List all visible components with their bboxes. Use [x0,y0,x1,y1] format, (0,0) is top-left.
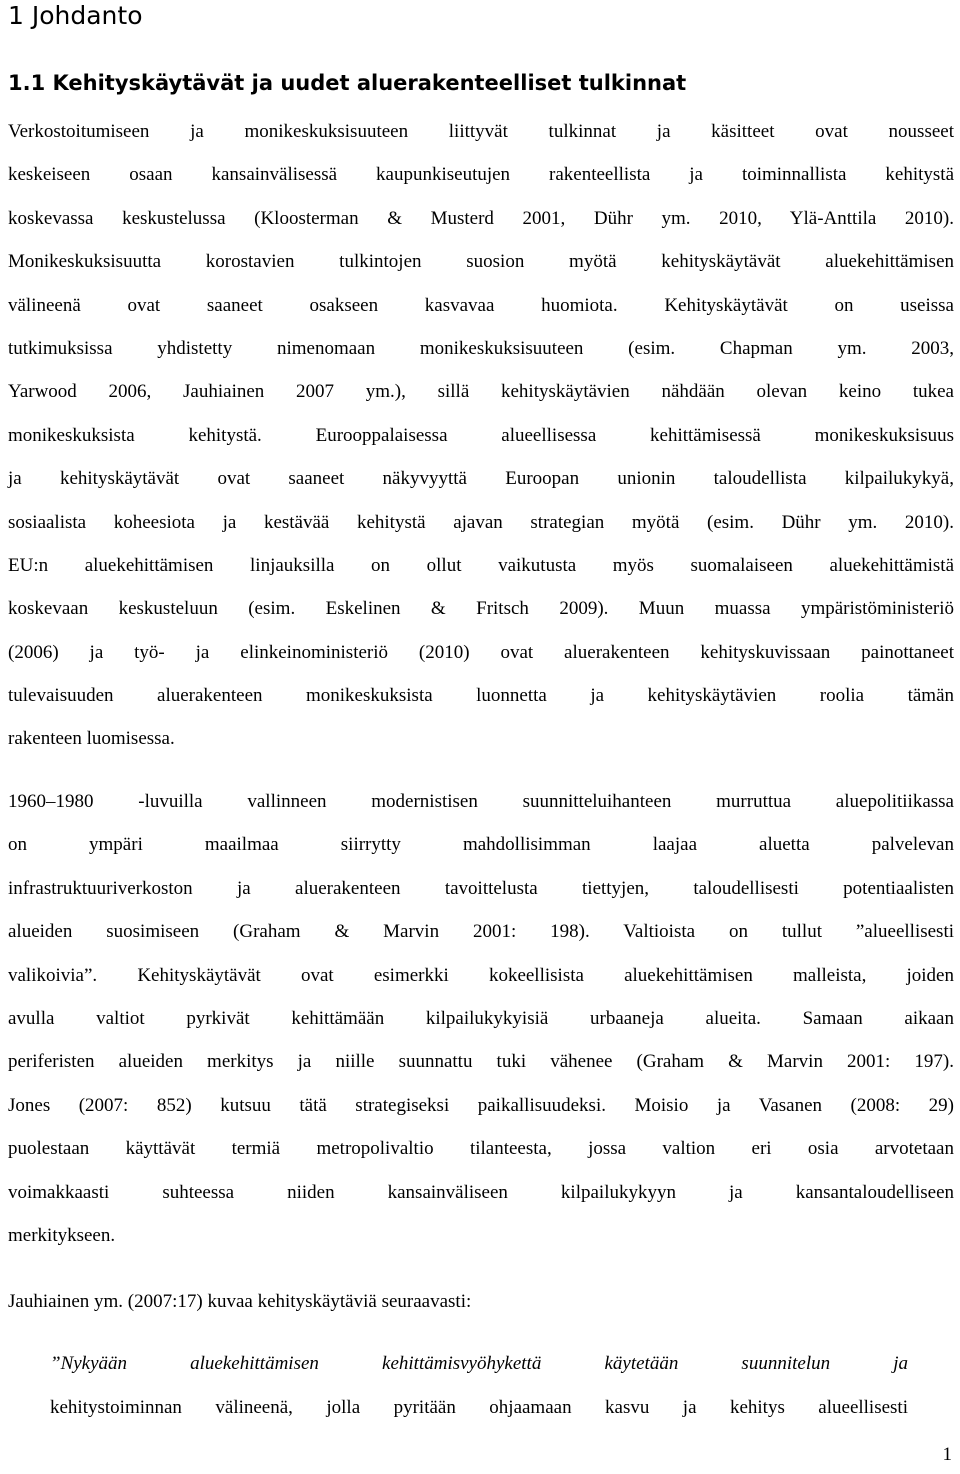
text-line: Verkostoitumiseen ja monikeskuksisuuteen liittyvät tulkinnat ja käsitteet ovat nousseet [8,121,954,142]
text-line: sosiaalista koheesiota ja kestävää kehitystä ajavan strategian myötä (esim. Dühr ym. 2010). [8,511,954,533]
text-line: valikoivia”. Kehityskäytävät ovat esimerkki kokeellisista aluekehittämisen malleista, joiden [8,964,954,986]
text-line: alueiden suosimiseen (Graham & Marvin 2001: 198). Valtioista on tullut ”alueellisesti [8,921,954,943]
block-quote [50,1342,908,1430]
text-line: tulevaisuuden aluerakenteen monikeskuksista luonnetta ja kehityskäytävien roolia tämän [8,685,954,707]
text-line: Jones (2007: 852) kutsuu tätä strategiseksi paikallisuudeksi. Moisio ja Vasanen (2008: 29) [8,1094,954,1116]
text-line: monikeskuksista kehitystä. Eurooppalaisessa alueellisessa kehittämisessä monikeskuksisuus [8,424,954,446]
text-line: infrastruktuuriverkoston ja aluerakenteen tavoittelusta tiettyjen, taloudellisesti potentiaalisten [8,877,954,899]
text-line: Monikeskuksisuutta korostavien tulkintojen suosion myötä kehityskäytävät aluekehittämisen [8,251,954,273]
page-number: 1 [942,1444,952,1465]
text-line: on ympäri maailmaa siirrytty mahdollisimman laajaa aluetta palvelevan [8,834,954,856]
text-line: avulla valtiot pyrkivät kehittämään kilpailukykyisiä urbaaneja alueita. Samaan aikaan [8,1007,954,1029]
text-line: ja kehityskäytävät ovat saaneet näkyvyyttä Euroopan unionin taloudellista kilpailukykyä, [8,468,954,490]
quote-line: kehitystoiminnan välineenä, jolla pyritään ohjaamaan kasvu ja kehitys alueellisesti [50,1397,908,1418]
text-line: keskeiseen osaan kansainvälisessä kaupunkiseutujen rakenteellista ja toiminnallista kehitystä [8,164,954,186]
section-heading: 1.1 Kehityskäytävät ja uudet aluerakenteelliset tulkinnat [8,71,687,95]
text-line: periferisten alueiden merkitys ja niille suunnattu tuki vähenee (Graham & Marvin 2001: 197). [8,1051,954,1073]
text-line: merkitykseen. [8,1224,116,1246]
paragraph-2 [8,780,954,1257]
paragraph-1 [8,110,954,761]
text-line: puolestaan käyttävät termiä metropolivaltio tilanteesta, jossa valtion eri osia arvotetaan [8,1138,954,1160]
text-line: Yarwood 2006, Jauhiainen 2007 ym.), sillä kehityskäytävien nähdään olevan keino tukea [8,381,954,403]
text-line: voimakkaasti suhteessa niiden kansainväliseen kilpailukykyyn ja kansantaloudelliseen [8,1181,954,1203]
text-line: koskevassa keskustelussa (Kloosterman & Musterd 2001, Dühr ym. 2010, Ylä-Anttila 2010). [8,207,954,229]
text-line: tutkimuksissa yhdistetty nimenomaan monikeskuksisuuteen (esim. Chapman ym. 2003, [8,337,954,359]
text-line: EU:n aluekehittämisen linjauksilla on ollut vaikutusta myös suomalaiseen aluekehittämistä [8,554,954,576]
chapter-heading: 1 Johdanto [8,1,143,30]
quote-line: ”Nykyään aluekehittämisen kehittämisvyöhykettä käytetään suunnitelun ja [50,1353,908,1374]
quote-intro: Jauhiainen ym. (2007:17) kuvaa kehityskäytäviä seuraavasti: [8,1291,472,1312]
text-line: (2006) ja työ- ja elinkeinoministeriö (2010) ovat aluerakenteen kehityskuvissaan painottaneet [8,641,954,663]
text-line: 1960–1980 -luvuilla vallinneen modernistisen suunnitteluihanteen murruttua aluepolitiikassa [8,791,954,812]
text-line: välineenä ovat saaneet osakseen kasvavaa huomiota. Kehityskäytävät on useissa [8,294,954,316]
text-line: rakenteen luomisessa. [8,728,175,750]
text-line: koskevaan keskusteluun (esim. Eskelinen & Fritsch 2009). Muun muassa ympäristöministeriö [8,598,954,620]
